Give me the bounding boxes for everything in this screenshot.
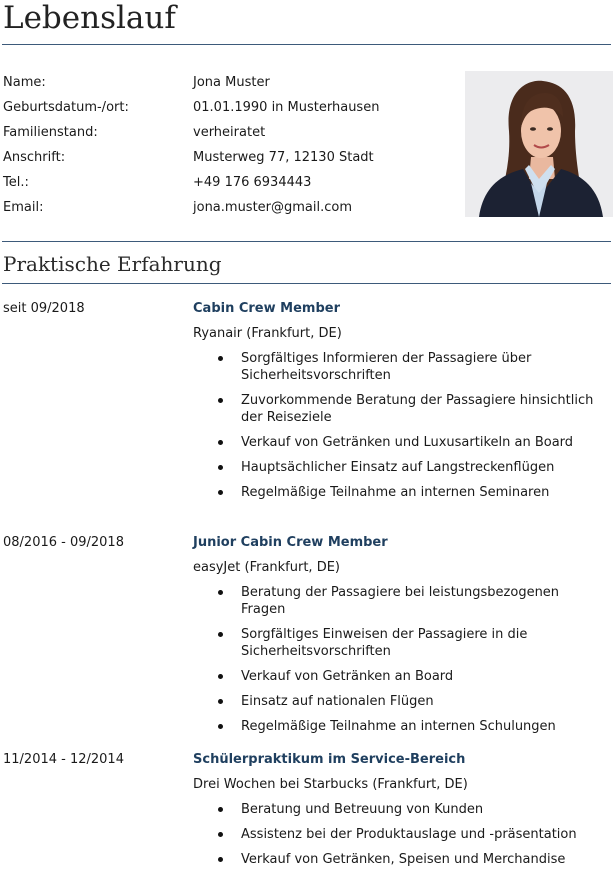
phone-value: +49 176 6934443 [193,175,312,190]
list-item: Sorgfältiges Einweisen der Passagiere in die Sicherheitsvorschriften [193,626,603,660]
job-title: Cabin Crew Member [193,301,340,316]
list-item: Verkauf von Getränken an Board [193,668,603,685]
entry-date: 08/2016 - 09/2018 [3,535,124,550]
email-value: jona.muster@gmail.com [193,200,353,215]
birth-label: Geburtsdatum-/ort: [3,100,129,115]
marital-status-value: verheiratet [193,125,266,140]
list-item: Regelmäßige Teilnahme an internen Schulungen [193,718,603,735]
list-item: Einsatz auf nationalen Flügen [193,693,603,710]
name-label: Name: [3,75,46,90]
list-item: Verkauf von Getränken und Luxusartikeln an Board [193,434,603,451]
list-item: Beratung der Passagiere bei leistungsbezogenen Fragen [193,584,603,618]
title-divider [2,44,611,45]
phone-label: Tel.: [3,175,29,190]
section-bottom-divider [2,283,611,284]
entry-date: seit 09/2018 [3,301,85,316]
portrait-photo [465,71,613,217]
job-title: Schülerpraktikum im Service-Bereich [193,752,466,767]
responsibilities-list [193,350,603,509]
address-label: Anschrift: [3,150,66,165]
section-heading-experience: Praktische Erfahrung [3,252,222,276]
entry-date: 11/2014 - 12/2014 [3,752,124,767]
list-item: Regelmäßige Teilnahme an internen Seminaren [193,484,603,501]
portrait-illustration [465,71,613,217]
responsibilities-list [193,584,603,743]
list-item: Sorgfältiges Informieren der Passagiere über Sicherheitsvorschriften [193,350,603,384]
address-value: Musterweg 77, 12130 Stadt [193,150,374,165]
responsibilities-list [193,801,603,876]
email-label: Email: [3,200,44,215]
company: easyJet (Frankfurt, DE) [193,560,340,575]
section-top-divider [2,241,611,242]
marital-status-label: Familienstand: [3,125,98,140]
birth-value: 01.01.1990 in Musterhausen [193,100,380,115]
company: Drei Wochen bei Starbucks (Frankfurt, DE) [193,777,468,792]
list-item: Verkauf von Getränken, Speisen und Merchandise [193,851,603,868]
company: Ryanair (Frankfurt, DE) [193,326,342,341]
job-title: Junior Cabin Crew Member [193,535,388,550]
list-item: Beratung und Betreuung von Kunden [193,801,603,818]
list-item: Assistenz bei der Produktauslage und -präsentation [193,826,603,843]
page-title: Lebenslauf [3,0,176,36]
list-item: Hauptsächlicher Einsatz auf Langstreckenflügen [193,459,603,476]
list-item: Zuvorkommende Beratung der Passagiere hinsichtlich der Reiseziele [193,392,603,426]
name-value: Jona Muster [193,75,270,90]
